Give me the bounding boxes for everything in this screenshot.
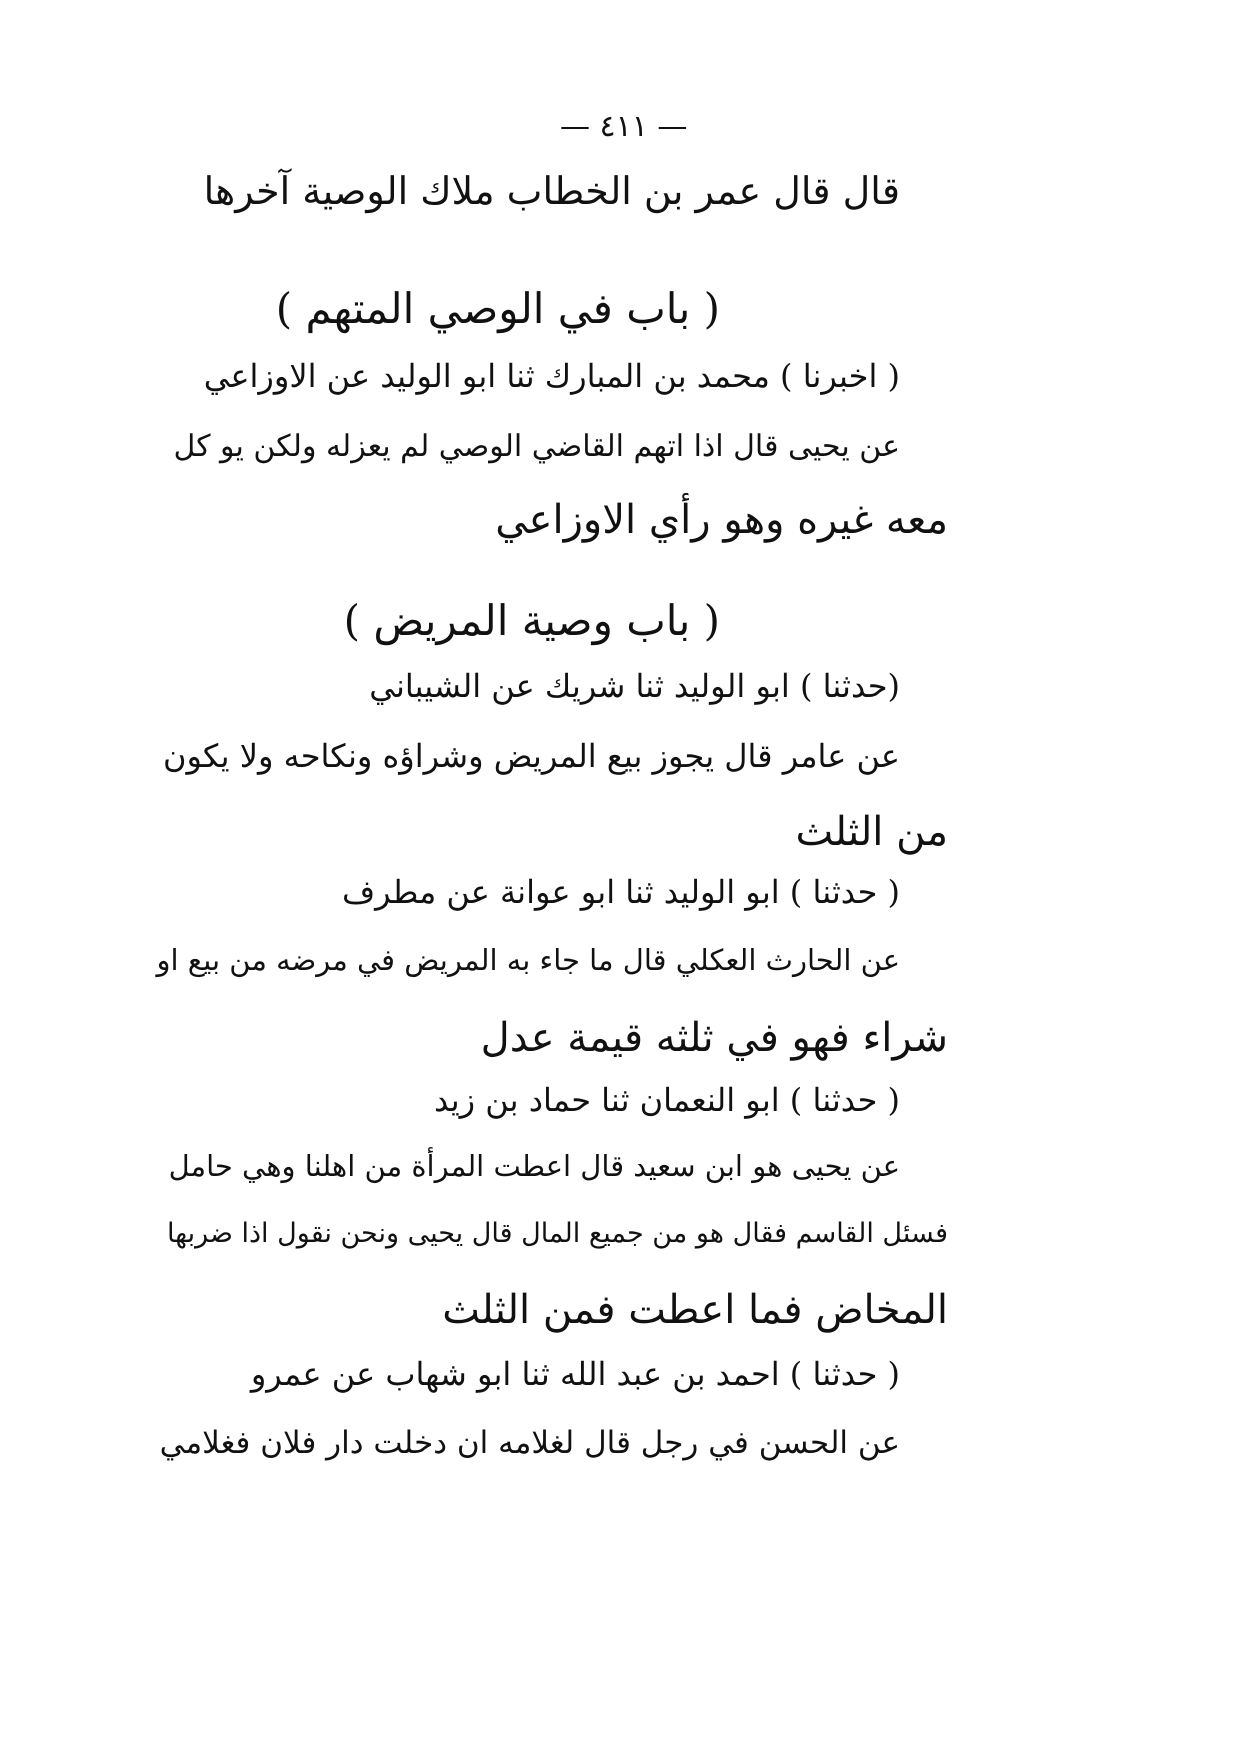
text-line-18: عن الحسن في رجل قال لغلامه ان دخلت دار فلان فغلامي xyxy=(159,1425,900,1461)
text-line-14: عن يحيى هو ابن سعيد قال اعطت المرأة من اهلنا وهي حامل xyxy=(168,1149,900,1183)
isnad-line-5: ( حدثنا ) احمد بن عبد الله ثنا ابو شهاب عن عمرو xyxy=(250,1355,900,1393)
text-line-5: معه غيره وهو رأي الاوزاعي xyxy=(495,497,948,543)
text-line-12: شراء فهو في ثلثه قيمة عدل xyxy=(480,1015,948,1061)
text-line-11: عن الحارث العكلي قال ما جاء به المريض في مرضه من بيع او xyxy=(156,943,900,977)
text-line-4: عن يحيى قال اذا اتهم القاضي الوصي لم يعزله ولكن يو كل xyxy=(173,429,900,464)
isnad-line-2: (حدثنا ) ابو الوليد ثنا شريك عن الشيباني xyxy=(369,667,900,705)
page-number: — ٤١١ — xyxy=(560,109,688,144)
text-line-9: من الثلث xyxy=(795,809,948,855)
text-line-15: فسئل القاسم فقال هو من جميع المال قال يحيى ونحن نقول اذا ضربها xyxy=(166,1218,948,1249)
text-line-8: عن عامر قال يجوز بيع المريض وشراؤه ونكاحه ولا يكون xyxy=(162,737,900,775)
isnad-line-1: ( اخبرنا ) محمد بن المبارك ثنا ابو الوليد عن الاوزاعي xyxy=(203,357,900,395)
chapter-heading-sick-will: ( باب وصية المريض ) xyxy=(343,596,720,645)
text-line-1: قال قال عمر بن الخطاب ملاك الوصية آخرها xyxy=(203,169,900,213)
text-line-16: المخاض فما اعطت فمن الثلث xyxy=(442,1287,948,1333)
isnad-line-3: ( حدثنا ) ابو الوليد ثنا ابو عوانة عن مطرف xyxy=(342,873,900,911)
chapter-heading-suspected-executor: ( باب في الوصي المتهم ) xyxy=(275,284,720,333)
isnad-line-4: ( حدثنا ) ابو النعمان ثنا حماد بن زيد xyxy=(433,1081,900,1119)
